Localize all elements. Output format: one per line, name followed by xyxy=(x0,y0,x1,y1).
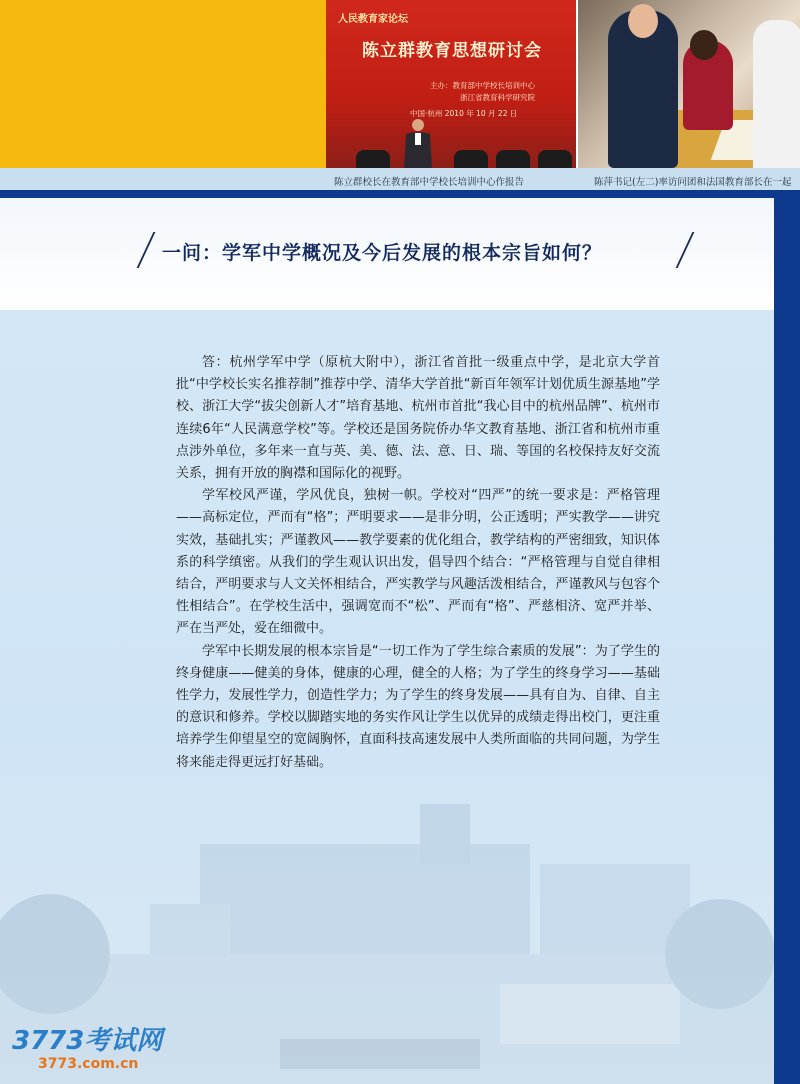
sponsor-line-1: 主办：教育部中学校长培训中心 xyxy=(430,81,535,90)
person-white xyxy=(753,20,800,168)
sponsor-line-2: 浙江省教育科学研究院 xyxy=(460,93,535,102)
yellow-block xyxy=(0,0,326,168)
person-head xyxy=(628,4,658,38)
seminar-photo xyxy=(326,0,576,168)
right-blue-stripe xyxy=(774,310,800,1084)
person-head xyxy=(690,30,718,60)
chair xyxy=(538,150,572,168)
sponsor-text xyxy=(430,80,535,104)
photo-caption-right: 陈萍书记(左二)率访问团和法国教育部长在一起 xyxy=(594,177,792,188)
section-title: 一问：学军中学概况及今后发展的根本宗旨如何？ xyxy=(162,242,603,264)
delegation-photo xyxy=(578,0,800,168)
chair xyxy=(496,150,530,168)
site-logo: 3773考试网 xyxy=(12,1026,163,1056)
chair xyxy=(356,150,390,168)
site-url: 3773.com.cn xyxy=(38,1056,139,1072)
seminar-title: 陈立群教育思想研讨会 xyxy=(362,41,542,61)
paragraph: 答：杭州学军中学（原杭大附中），浙江省首批一级重点中学，是北京大学首批“中学校长实名推荐制”推荐中学、清华大学首批“新百年领军计划优质生源基地”学校、浙江大学“拔尖创新人才”培育基地、杭州市首批“我心目中的杭州品牌”、杭州市连续6年“人民满意学校”等。学校还是国务院侨办华文教育基地、浙江省和杭州市重点涉外单位，多年来一直与英、美、德、法、意、日、瑞、等国的名校保持友好交流关系，拥有开放的胸襟和国际化的视野。 xyxy=(176,355,660,482)
paragraph: 学军校风严谨，学风优良，独树一帜。学校对“四严”的统一要求是：严格管理——高标定位，严而有“格”；严明要求——是非分明，公正透明；严实教学——讲究实效，基础扎实；严谨教风——教学要素的优化组合，教学结构的严密细致，知识体系的科学缜密。从我们的学生观认识出发，倡导四个结合：“严格管理与自觉自律相结合，严明要求与人文关怀相结合，严实教学与风趣活泼相结合，严谨教风与包容个性相结合”。在学校生活中，强调宽而不“松”、严而有“格”、严慈相济、宽严并举、严在当严处，爱在细微中。 xyxy=(176,488,660,637)
place-date: 中国·杭州 2010 年 10 月 22 日 xyxy=(410,109,518,118)
speaker-figure xyxy=(396,118,440,168)
paragraph: 学军中长期发展的根本宗旨是“一切工作为了学生综合素质的发展”：为了学生的终身健康——健美的身体，健康的心理，健全的人格；为了学生的终身学习——基础性学力，发展性学力，创造性学力；为了学生的终身发展——具有自为、自律、自主的意识和修养。学校以脚踏实地的务实作风让学生以优异的成绩走得出校门，更注重培养学生仰望星空的宽阔胸怀，直面科技高速发展中人类所面临的共同问题，为学生将来能走得更远打好基础。 xyxy=(176,643,660,770)
photo-caption-left: 陈立群校长在教育部中学校长培训中心作报告 xyxy=(334,177,525,188)
article-body xyxy=(176,352,660,774)
chair xyxy=(454,150,488,168)
forum-name: 人民教育家论坛 xyxy=(338,14,408,25)
